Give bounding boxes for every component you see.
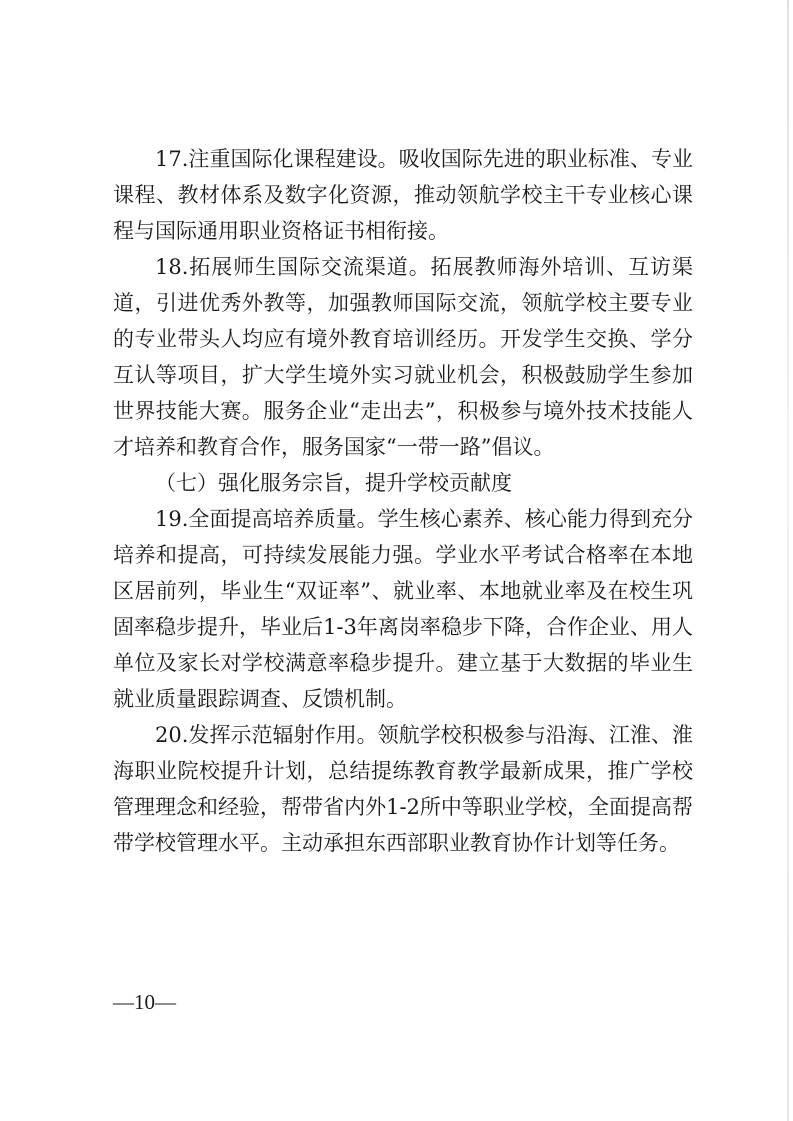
page-number: —10— <box>113 990 176 1014</box>
paragraph-19: 19.全面提高培养质量。学生核心素养、核心能力得到充分培养和提高，可持续发展能力强。学业水平考试合格率在本地区居前列，毕业生“双证率”、就业率、本地就业率及在校生巩固率稳步提升，毕业后1-3年离岗率稳步下降，合作企业、用人单位及家长对学校满意率稳步提升。建立基于大数据的毕业生就业质量跟踪调查、反馈机制。 <box>113 507 693 711</box>
paragraph-20: 20.发挥示范辐射作用。领航学校积极参与沿海、江淮、淮海职业院校提升计划，总结提练教育教学最新成果，推广学校管理理念和经验，帮带省内外1-2所中等职业学校，全面提高帮带学校管理水平。主动承担东西部职业教育协作计划等任务。 <box>113 723 693 855</box>
paragraph-18: 18.拓展师生国际交流渠道。拓展教师海外培训、互访渠道，引进优秀外教等，加强教师国际交流，领航学校主要专业的专业带头人均应有境外教育培训经历。开发学生交换、学分互认等项目，扩大学生境外实习就业机会，积极鼓励学生参加世界技能大赛。服务企业“走出去”，积极参与境外技术技能人才培养和教育合作，服务国家“一带一路”倡议。 <box>113 255 693 459</box>
paragraph-17: 17.注重国际化课程建设。吸收国际先进的职业标准、专业课程、教材体系及数字化资源，推动领航学校主干专业核心课程与国际通用职业资格证书相衔接。 <box>113 147 693 243</box>
section-heading: （七）强化服务宗旨，提升学校贡献度 <box>155 471 512 495</box>
scan-edge-line <box>787 0 789 1121</box>
document-body <box>113 141 693 861</box>
